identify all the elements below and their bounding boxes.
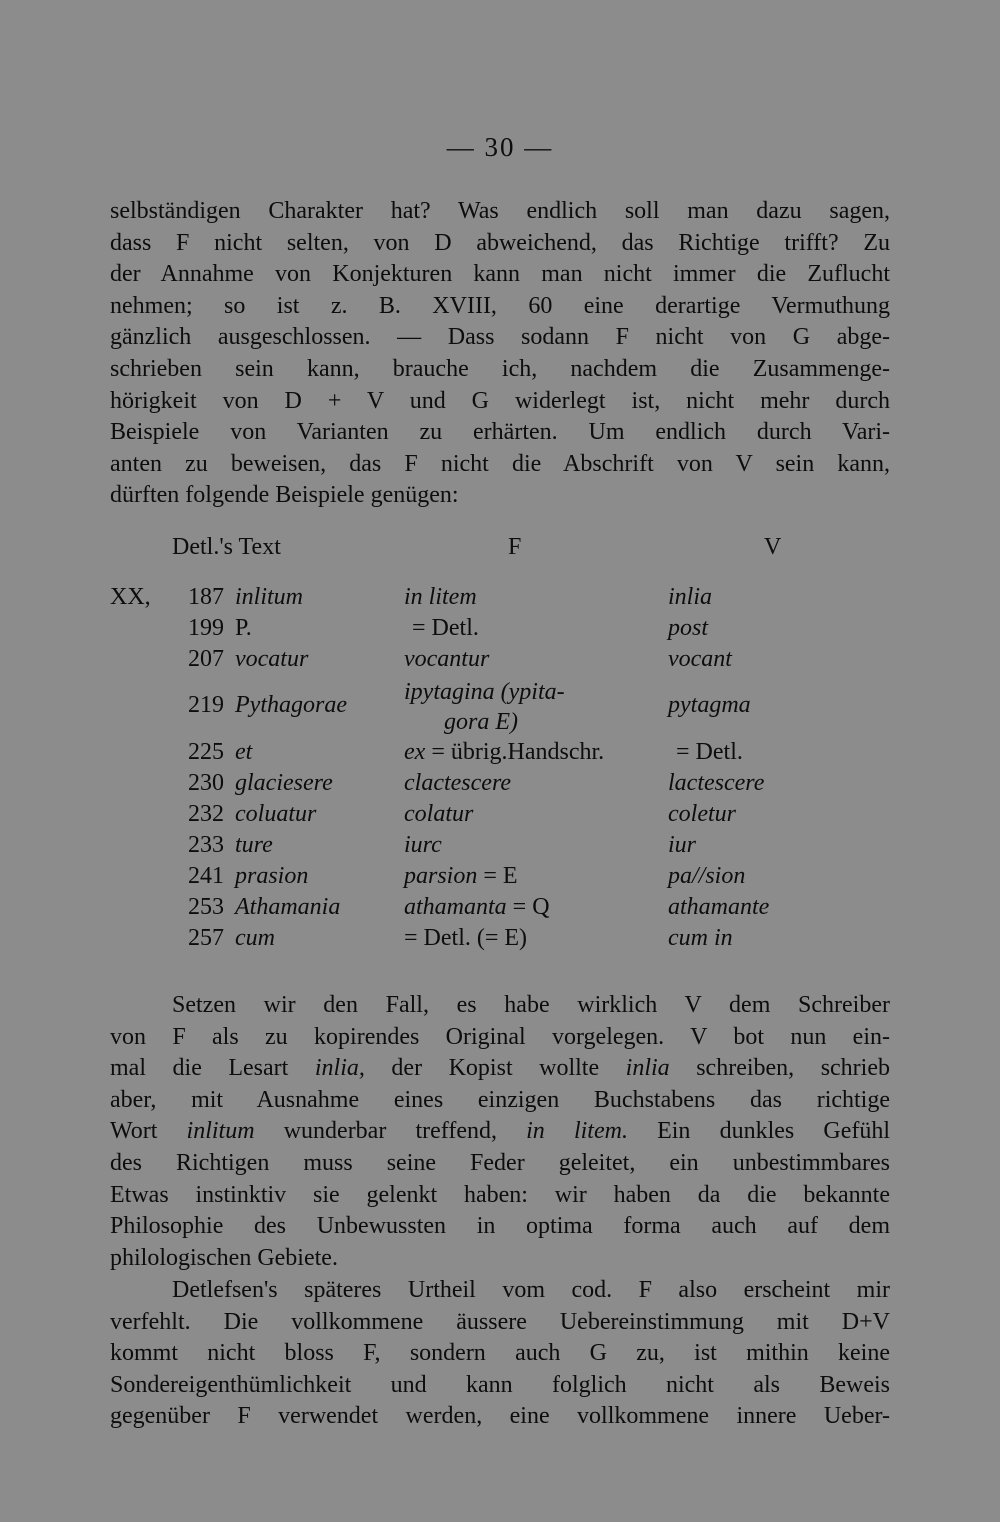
- text-line: anten zu beweisen, das F nicht die Abschrift von V sein kann,: [110, 450, 890, 477]
- page-number: — 30 —: [446, 132, 554, 162]
- detl-reading: ture: [235, 832, 273, 858]
- text-run: mal die Lesart: [110, 1055, 315, 1082]
- text-line: verfehlt. Die vollkommene äussere Uebereinstimmung mit D+V: [110, 1308, 890, 1335]
- text-line: Etwas instinktiv sie gelenkt haben: wir haben da die bekannte: [110, 1181, 890, 1208]
- text-line: dürften folgende Beispiele genügen:: [110, 482, 459, 509]
- line-number: 199: [188, 615, 224, 641]
- text-line: Detlefsen's späteres Urtheil vom cod. F also erscheint mir: [172, 1277, 890, 1303]
- line-number: 233: [188, 832, 224, 858]
- f-reading: [404, 863, 518, 890]
- table-row: [0, 894, 1000, 925]
- v-reading: pa//sion: [668, 863, 746, 889]
- detl-reading: inlitum: [235, 584, 304, 610]
- text-line: aber, mit Ausnahme eines einzigen Buchstabens das richtige: [110, 1086, 890, 1113]
- f-reading: iurc: [404, 832, 442, 858]
- text-line: schrieben sein kann, brauche ich, nachdem die Zusammenge-: [110, 355, 890, 382]
- paragraph-3: [110, 1275, 890, 1433]
- f-reading-italic: parsion: [404, 863, 478, 889]
- v-reading: cum in: [668, 925, 733, 951]
- variants-table: [0, 584, 1000, 956]
- table-header: [0, 534, 1000, 568]
- text-line: [110, 1116, 890, 1148]
- v-reading: post: [668, 615, 709, 641]
- text-line: gegenüber F verwendet werden, eine vollkommene innere Ueber-: [110, 1403, 890, 1430]
- detl-reading: Athamania: [235, 894, 341, 920]
- detl-reading: glaciesere: [235, 770, 333, 796]
- text-line: Sondereigenthümlichkeit und kann folglich nicht als Beweis: [110, 1371, 890, 1398]
- text-line: hörigkeit von D + V und G widerlegt ist, nicht mehr durch: [110, 387, 890, 414]
- f-reading-line: gora E): [444, 709, 518, 735]
- text-line: selbständigen Charakter hat? Was endlich soll man dazu sagen,: [110, 198, 890, 224]
- f-reading-italic: ex: [404, 739, 426, 765]
- v-reading: iur: [668, 832, 697, 858]
- text-line: [110, 1053, 890, 1085]
- text-line: dass F nicht selten, von D abweichend, das Richtige trifft? Zu: [110, 229, 890, 256]
- text-line: philologischen Gebiete.: [110, 1244, 338, 1271]
- line-number: 207: [188, 646, 224, 672]
- text-run: Ein dunkles Gefühl: [627, 1118, 891, 1145]
- table-row: [0, 677, 1000, 739]
- text-run: Wort: [110, 1118, 187, 1145]
- text-line: der Annahme von Konjekturen kann man nicht immer die Zuflucht: [110, 261, 890, 288]
- table-row: [0, 801, 1000, 832]
- f-reading: = Detl. (= E): [404, 925, 528, 951]
- text-run-italic: in litem.: [526, 1118, 628, 1145]
- f-reading: colatur: [404, 801, 474, 827]
- text-run: der Kopist wollte: [364, 1055, 626, 1082]
- table-row: [0, 615, 1000, 646]
- line-number: 230: [188, 770, 224, 796]
- line-number: 241: [188, 863, 224, 889]
- line-number: 253: [188, 894, 224, 920]
- v-reading: pytagma: [668, 692, 751, 718]
- v-reading: vocant: [668, 646, 732, 672]
- v-reading: coletur: [668, 801, 736, 827]
- text-run: schreiben, schrieb: [669, 1055, 890, 1082]
- text-run: wunderbar treffend,: [254, 1118, 527, 1145]
- detl-reading: prasion: [235, 863, 309, 889]
- table-row: [0, 739, 1000, 770]
- line-number: 232: [188, 801, 224, 827]
- paragraph-2: [110, 990, 890, 1274]
- text-run-italic: inlitum: [186, 1118, 255, 1145]
- f-reading-rest: = E: [477, 863, 518, 889]
- header-v: V: [764, 534, 782, 560]
- v-reading: lactescere: [668, 770, 765, 796]
- text-run-italic: inlia,: [314, 1055, 365, 1082]
- table-row: [0, 863, 1000, 894]
- text-line: kommt nicht bloss F, sondern auch G zu, ist mithin keine: [110, 1340, 890, 1367]
- header-f: F: [508, 534, 522, 560]
- header-detl-text: Detl.'s Text: [172, 534, 281, 560]
- detl-reading: vocatur: [235, 646, 309, 672]
- f-reading: = Detl.: [412, 615, 479, 641]
- detl-reading: et: [235, 739, 253, 765]
- text-run-italic: inlia: [625, 1055, 670, 1082]
- table-row: [0, 646, 1000, 677]
- line-number: 219: [188, 692, 224, 718]
- text-line: nehmen; so ist z. B. XVIII, 60 eine derartige Vermuthung: [110, 292, 890, 319]
- text-line: von F als zu kopirendes Original vorgelegen. V bot nun ein-: [110, 1023, 890, 1050]
- detl-reading: cum: [235, 925, 275, 951]
- f-reading: vocantur: [404, 646, 490, 672]
- v-reading: athamante: [668, 894, 770, 920]
- f-reading-italic: athamanta: [404, 894, 507, 920]
- f-reading: [404, 677, 565, 737]
- text-line: des Richtigen muss seine Feder geleitet, ein unbestimmbares: [110, 1149, 890, 1176]
- line-number: 225: [188, 739, 224, 765]
- detl-reading: coluatur: [235, 801, 317, 827]
- table-row: [0, 770, 1000, 801]
- detl-reading: Pythagorae: [235, 692, 347, 718]
- f-reading: [404, 739, 604, 766]
- f-reading-line: ipytagina (ypita-: [404, 679, 565, 705]
- line-number: 187: [188, 584, 224, 610]
- table-row: [0, 925, 1000, 956]
- f-reading: clactescere: [404, 770, 512, 796]
- table-row: [0, 832, 1000, 863]
- text-line: Philosophie des Unbewussten in optima forma auch auf dem: [110, 1213, 890, 1240]
- v-reading: = Detl.: [676, 739, 743, 765]
- chapter-label: XX,: [110, 584, 151, 610]
- text-line: Setzen wir den Fall, es habe wirklich V dem Schreiber: [172, 992, 890, 1018]
- paragraph-1: [110, 196, 890, 512]
- f-reading: [404, 894, 550, 921]
- f-reading-rest: = Q: [506, 894, 550, 920]
- text-line: Beispiele von Varianten zu erhärten. Um endlich durch Vari-: [110, 419, 890, 446]
- f-reading: in litem: [404, 584, 477, 610]
- table-row: [0, 584, 1000, 615]
- v-reading: inlia: [668, 584, 713, 610]
- detl-reading: P.: [235, 615, 252, 641]
- text-line: gänzlich ausgeschlossen. — Dass sodann F nicht von G abge-: [110, 324, 890, 351]
- line-number: 257: [188, 925, 224, 951]
- f-reading-rest: = übrig.Handschr.: [425, 739, 605, 765]
